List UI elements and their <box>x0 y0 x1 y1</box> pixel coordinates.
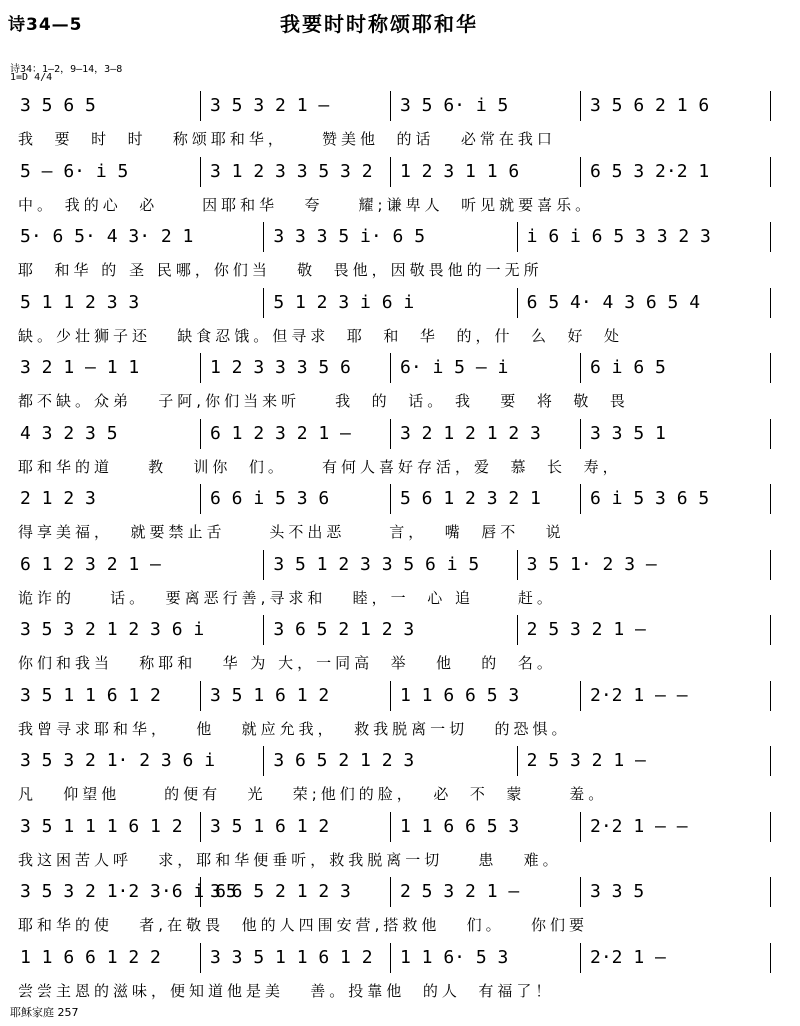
song-code: 诗34—5 <box>8 15 83 35</box>
lyric-line: 耶和华的使 者,在敬畏 他的人四围安营,搭救他 们。 你们要 <box>18 916 588 934</box>
measure: 6 5 4· 4 3 6 5 4 <box>526 291 701 313</box>
bar-line <box>517 222 518 252</box>
measure: 3 3 5 1 1 6 1 2 <box>210 946 373 968</box>
lyric-line: 你们和我当 称耶和 华 为 大，一同高 举 他 的 名。 <box>18 654 556 672</box>
measure: 3 2 1 – 1 1 <box>20 357 140 378</box>
measure: 3 5 1 1 1 6 1 2 <box>20 815 183 837</box>
footer-source: 耶稣家庭 257 <box>10 1006 79 1019</box>
bar-line <box>770 681 771 711</box>
bar-line <box>770 943 771 973</box>
notation-line <box>0 423 800 453</box>
measure: 2 5 3 2 1 – <box>526 750 646 771</box>
measure: 1 2 3 3 3 5 6 <box>210 357 351 378</box>
bar-line <box>517 746 518 776</box>
bar-line <box>263 288 264 318</box>
lyric-line: 诡诈的 话。 要离恶行善,寻求和 睦，一 心 追 赶。 <box>18 588 556 607</box>
measure: 2·2 1 – – <box>590 815 688 837</box>
measure: 6· i 5 – i <box>400 357 509 378</box>
measure: 4 3 2 3 5 <box>20 422 118 444</box>
lyric-line: 缺。少壮狮子还 缺食忍饿。但寻求 耶 和 华 的，什 么 好 处 <box>18 326 624 345</box>
bar-line <box>770 812 771 842</box>
bar-line <box>200 681 201 711</box>
measure: 6 1 2 3 2 1 – <box>210 422 351 444</box>
bar-line <box>200 943 201 973</box>
bar-line <box>263 550 264 580</box>
measure: 1 1 6· 5 3 <box>400 946 509 968</box>
bar-line <box>390 157 391 187</box>
measure: 3 3 5 1 <box>590 422 666 444</box>
lyric-line: 耶 和华 的 圣 民哪，你们当 敬 畏他，因敬畏他的一无所 <box>18 261 543 279</box>
notation-line <box>0 750 800 780</box>
measure: i 6 i 6 5 3 3 2 3 <box>526 226 711 247</box>
notation-line <box>0 161 800 191</box>
measure: 5 1 1 2 3 3 <box>20 291 140 313</box>
measure: 3 5 3 2 1·2 3·6 i 65 <box>20 881 237 902</box>
lyric-line: 凡 仰望他 的便有 光 荣;他们的脸， 必 不 蒙 羞。 <box>18 785 608 803</box>
measure: 3 5 3 2 1 2 3 6 i <box>20 619 205 640</box>
bar-line <box>390 812 391 842</box>
lyric-line: 耶和华的道 教 训你 们。 有何人喜好存活，爱 慕 长 寿， <box>18 457 622 476</box>
notation-line <box>0 619 800 649</box>
measure: 6 5 3 2·2 1 <box>590 160 710 182</box>
measure: 1 1 6 6 5 3 <box>400 815 520 837</box>
notation-line <box>0 226 800 256</box>
measure: 6 6 i 5 3 6 <box>210 488 330 509</box>
measure: 3 5 1· 2 3 – <box>526 553 657 575</box>
measure: 3 5 6 2 1 6 <box>590 95 710 116</box>
bar-line <box>517 288 518 318</box>
measure: 3 5 1 6 1 2 <box>210 815 330 837</box>
lyric-line: 都不缺。众弟 子阿,你们当来听 我 的 话。 我 要 将 敬 畏 <box>18 392 629 410</box>
measure: 6 i 6 5 <box>590 357 666 378</box>
bar-line <box>517 550 518 580</box>
bar-line <box>263 222 264 252</box>
measure: 3 5 6· i 5 <box>400 95 509 116</box>
bar-line <box>263 746 264 776</box>
lyric-line: 得享美福， 就要禁止舌 头不出恶 言， 嘴 唇不 说 <box>18 523 565 541</box>
measure: 3 3 3 5 i· 6 5 <box>273 226 426 247</box>
bar-line <box>770 746 771 776</box>
measure: 3 6 5 2 1 2 3 <box>273 619 415 640</box>
notation-line <box>0 816 800 846</box>
notation-line <box>0 947 800 977</box>
bar-line <box>770 550 771 580</box>
bar-line <box>200 353 201 383</box>
lyric-line: 我曾寻求耶和华， 他 就应允我， 救我脱离一切 的恐惧。 <box>18 719 571 738</box>
measure: 2·2 1 – – <box>590 684 688 706</box>
bar-line <box>517 615 518 645</box>
bar-line <box>200 484 201 514</box>
measure: 6 i 5 3 6 5 <box>590 488 710 509</box>
bar-line <box>580 943 581 973</box>
measure: 2·2 1 – <box>590 946 666 968</box>
bar-line <box>580 484 581 514</box>
lyric-line: 中。 我的心 必 因耶和华 夸 耀;谦卑人 听见就要喜乐。 <box>18 195 595 214</box>
bar-line <box>580 353 581 383</box>
measure: 2 5 3 2 1 – <box>526 619 646 640</box>
measure: 3 5 1 6 1 2 <box>210 684 330 706</box>
measure: 3 2 1 2 1 2 3 <box>400 422 541 444</box>
measure: 3 6 5 2 1 2 3 <box>273 750 415 771</box>
notation-line <box>0 488 800 518</box>
bar-line <box>770 222 771 252</box>
song-title: 我要时时称颂耶和华 <box>280 12 478 36</box>
bar-line <box>770 157 771 187</box>
measure: 5 – 6· i 5 <box>20 160 129 182</box>
bar-line <box>263 615 264 645</box>
measure: 3 5 3 2 1 – <box>210 95 330 116</box>
bar-line <box>200 157 201 187</box>
notation-line <box>0 357 800 387</box>
bar-line <box>390 484 391 514</box>
lyric-line: 尝尝主恩的滋味，便知道他是美 善。投靠他 的人 有福了！ <box>18 981 555 1000</box>
measure: 1 2 3 1 1 6 <box>400 160 520 182</box>
lyric-line: 我 要 时 时 称颂耶和华， 赞美他 的话 必常在我口 <box>18 130 556 148</box>
bar-line <box>390 91 391 121</box>
measure: 1 1 6 6 5 3 <box>400 684 520 706</box>
bar-line <box>770 484 771 514</box>
bar-line <box>390 419 391 449</box>
measure: 3 5 1 1 6 1 2 <box>20 684 161 706</box>
measure: 3 5 1 2 3 3 5 6 i 5 <box>273 553 480 575</box>
measure: 3 5 3 2 1· 2 3 6 i <box>20 750 216 771</box>
bar-line <box>770 288 771 318</box>
bar-line <box>580 877 581 907</box>
bar-line <box>580 91 581 121</box>
measure: 3 1 2 3 3 5 3 2 <box>210 160 373 182</box>
measure: 5 1 2 3 i 6 i <box>273 291 415 313</box>
measure: 6 1 2 3 2 1 – <box>20 553 161 575</box>
bar-line <box>580 419 581 449</box>
bar-line <box>390 943 391 973</box>
measure: 5· 6 5· 4 3· 2 1 <box>20 226 194 247</box>
lyric-line: 我这困苦人呼 求，耶和华便垂听，救我脱离一切 患 难。 <box>18 850 562 869</box>
bar-line <box>390 681 391 711</box>
bar-line <box>770 353 771 383</box>
measure: 5 6 1 2 3 2 1 <box>400 488 541 509</box>
bar-line <box>770 419 771 449</box>
bar-line <box>200 91 201 121</box>
notation-line <box>0 685 800 715</box>
measure: 3 6 5 2 1 2 3 <box>210 881 351 902</box>
measure: 2 1 2 3 <box>20 488 96 509</box>
bar-line <box>200 877 201 907</box>
measure: 3 5 6 5 <box>20 95 96 116</box>
notation-line <box>0 95 800 125</box>
bar-line <box>770 91 771 121</box>
scripture-reference: 诗34：1—2，9—14，3—8 <box>10 64 123 75</box>
measure: 1 1 6 6 1 2 2 <box>20 946 161 968</box>
bar-line <box>770 615 771 645</box>
notation-line <box>0 554 800 584</box>
bar-line <box>580 812 581 842</box>
bar-line <box>200 419 201 449</box>
bar-line <box>390 877 391 907</box>
bar-line <box>200 812 201 842</box>
bar-line <box>580 157 581 187</box>
notation-line <box>0 292 800 322</box>
key-signature: 1=D 4/4 <box>10 72 53 83</box>
bar-line <box>390 353 391 383</box>
bar-line <box>580 681 581 711</box>
measure: 2 5 3 2 1 – <box>400 881 520 902</box>
bar-line <box>770 877 771 907</box>
notation-line <box>0 881 800 911</box>
measure: 3 3 5 <box>590 881 645 902</box>
